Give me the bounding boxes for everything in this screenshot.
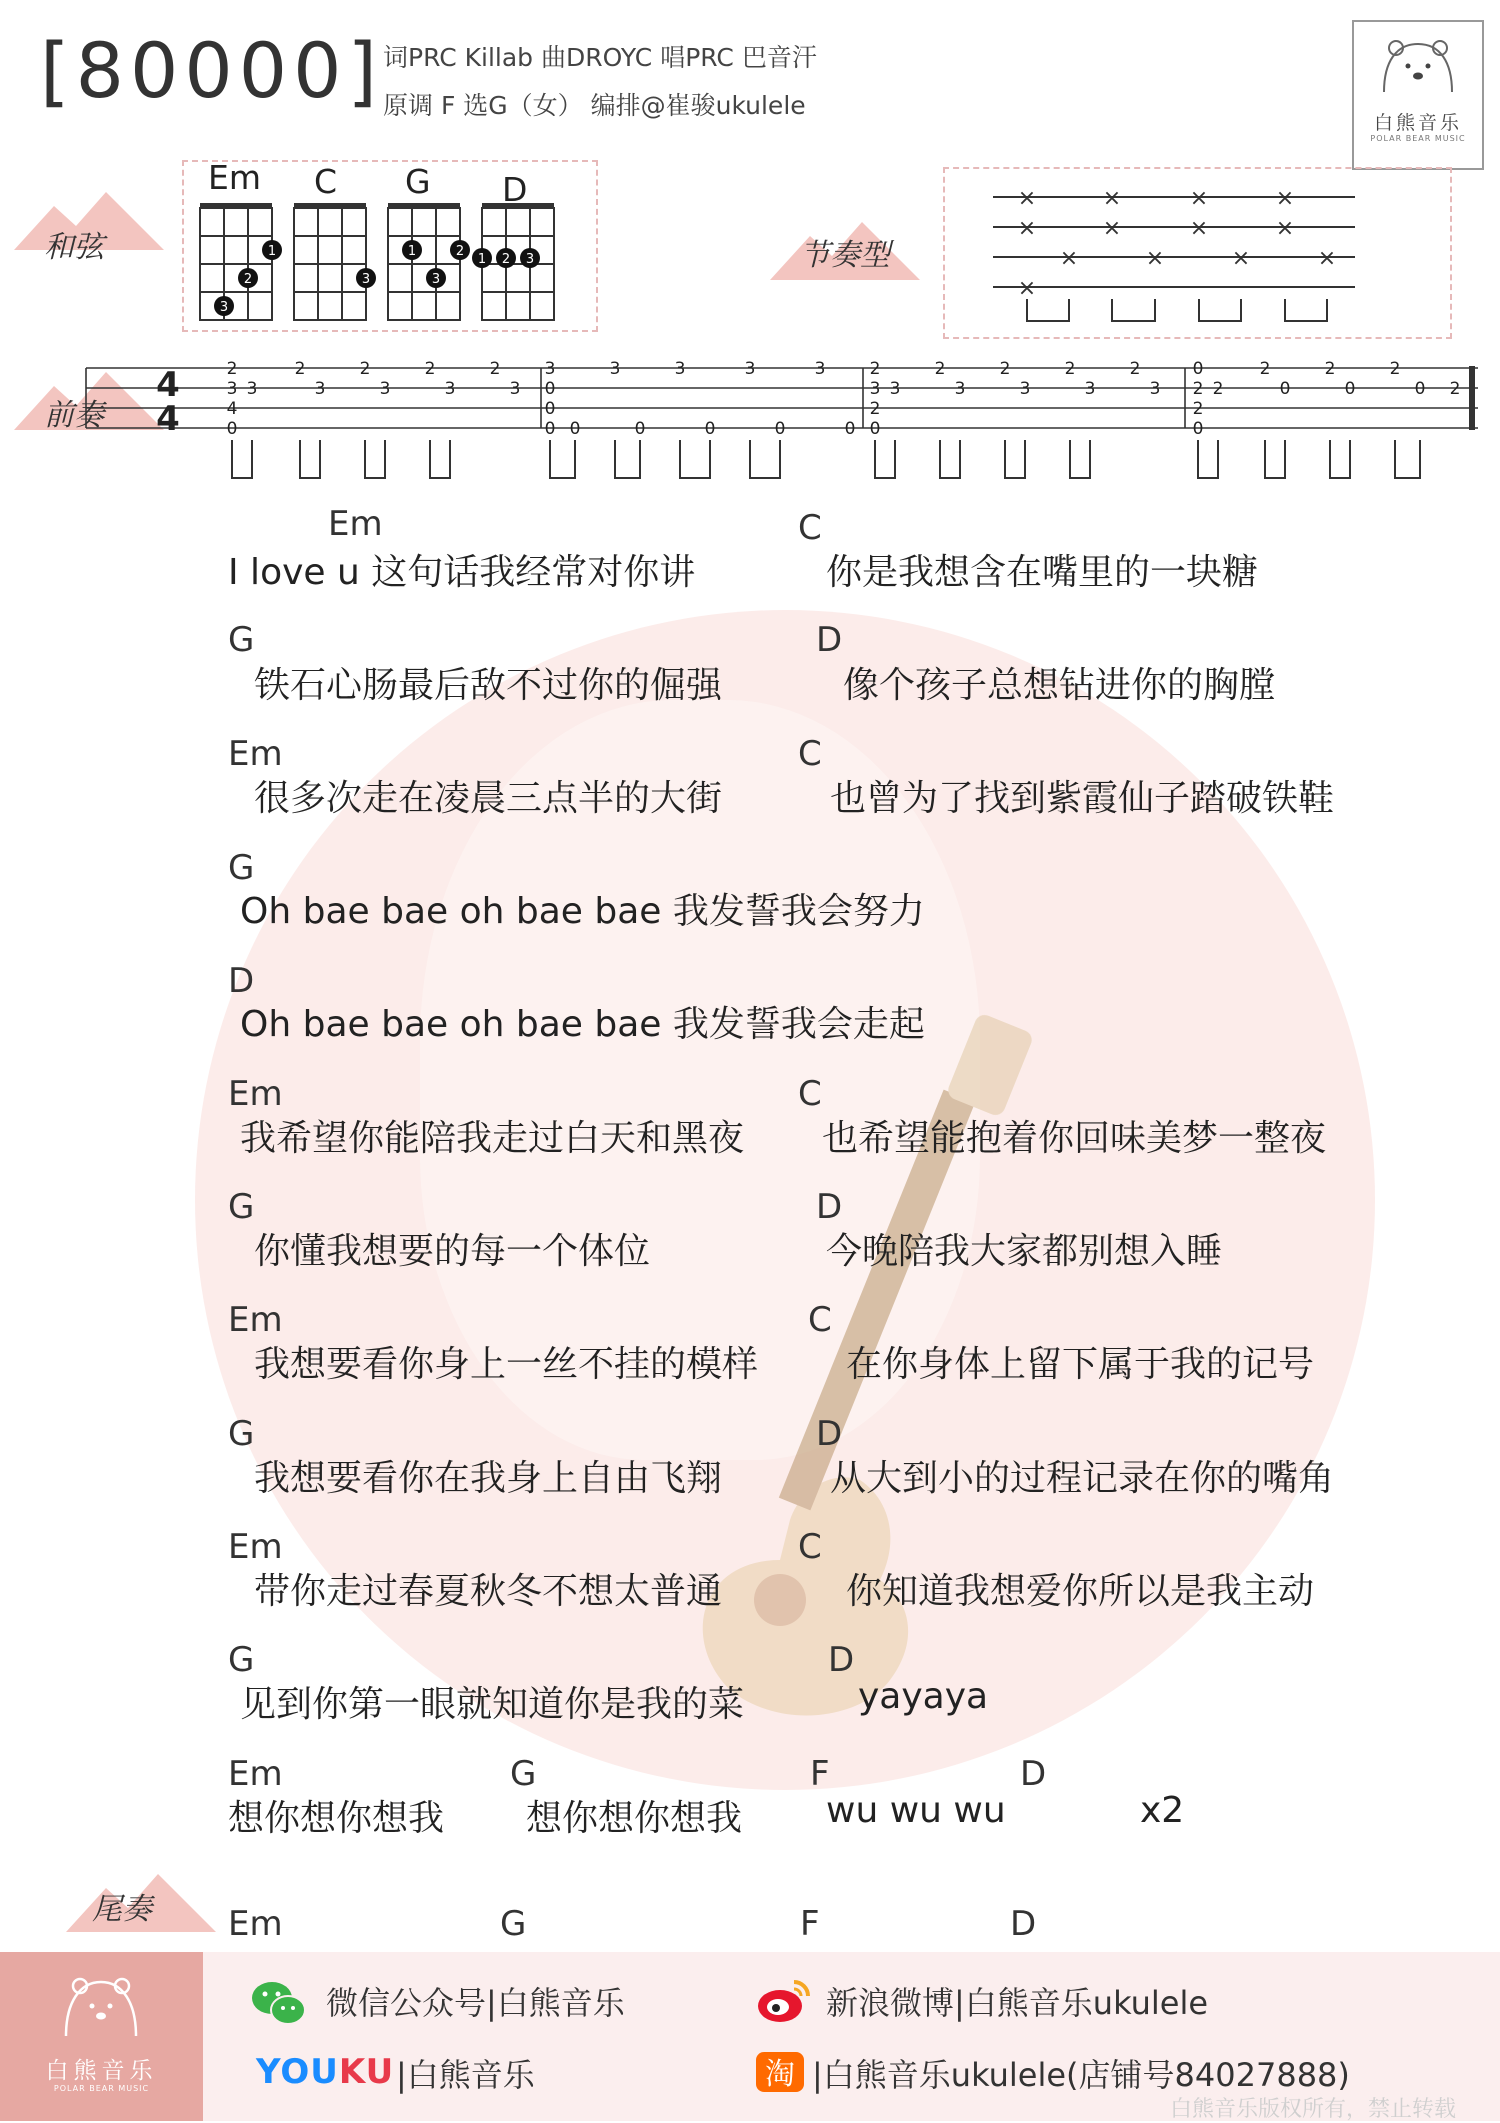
chord-symbol: G [228, 620, 255, 660]
tab-fret-number: 3 [379, 379, 391, 399]
tab-fret-number: 0 [569, 419, 581, 439]
chord-symbol: G [228, 1640, 255, 1680]
tab-fret-number: 2 [294, 359, 306, 379]
outro-chord: F [800, 1904, 820, 1944]
youku-brand-ku: KU [338, 2052, 395, 2092]
tab-fret-number: 2 [1192, 379, 1204, 399]
chord-grid-d [482, 206, 554, 320]
chord-symbol: D [228, 961, 255, 1001]
tab-fret-number: 3 [889, 379, 901, 399]
lyric-line: Oh bae bae oh bae bae 我发誓我会努力 [240, 891, 925, 932]
tab-fret-number: 3 [1084, 379, 1096, 399]
outro-chord: G [500, 1904, 527, 1944]
chord-grids [184, 162, 596, 330]
chord-symbol: Em [228, 1074, 283, 1114]
tab-fret-number: 0 [1344, 379, 1356, 399]
chord-symbol: G [228, 1187, 255, 1227]
svg-text:×: × [1317, 246, 1337, 271]
tab-fret-number: 3 [609, 359, 621, 379]
footer-brand-logo [0, 1952, 203, 2121]
logo-text: 白熊音乐 [1373, 112, 1462, 134]
svg-text:×: × [1017, 186, 1037, 211]
chord-grid-c [294, 206, 366, 320]
lyric-line: 想你想你想我 [526, 1798, 743, 1839]
tab-fret-number: 2 [1449, 379, 1461, 399]
tab-fret-number: 0 [544, 379, 556, 399]
tab-fret-number: 3 [444, 379, 456, 399]
tab-fret-number: 2 [1259, 359, 1271, 379]
time-signature-top: 4 [156, 365, 180, 405]
svg-text:1: 1 [477, 252, 487, 267]
chord-symbol: D [1020, 1754, 1047, 1794]
tab-fret-number: 3 [1149, 379, 1161, 399]
lyric-line: yayaya [858, 1676, 989, 1717]
tab-fret-number: 2 [226, 359, 238, 379]
lyric-line: I love u 这句话我经常对你讲 [228, 552, 696, 593]
outro-section-label: 尾奏 [92, 1892, 152, 1927]
chord-symbol: Em [228, 734, 283, 774]
chord-symbol: C [798, 1527, 822, 1567]
chord-diagrams-panel [182, 160, 598, 332]
chord-symbol: C [798, 1074, 822, 1114]
tab-fret-number: 2 [1192, 399, 1204, 419]
wechat-icon[interactable] [250, 1978, 308, 2028]
svg-text:2: 2 [243, 272, 253, 287]
lyric-line: 我想要看你在我身上自由飞翔 [254, 1458, 723, 1499]
song-title: [80000] [40, 26, 384, 115]
svg-text:1: 1 [267, 244, 277, 259]
chord-grid-em [200, 206, 272, 320]
tab-fret-number: 0 [1414, 379, 1426, 399]
tab-fret-number: 0 [1192, 359, 1204, 379]
lyric-line: 你懂我想要的每一个体位 [254, 1231, 651, 1272]
svg-text:×: × [1102, 186, 1122, 211]
lyric-line: 也希望能抱着你回味美梦一整夜 [822, 1118, 1327, 1159]
chord-symbol: Em [228, 1300, 283, 1340]
tab-fret-number: 3 [314, 379, 326, 399]
taobao-icon[interactable] [754, 2048, 806, 2096]
tab-fret-number: 2 [999, 359, 1011, 379]
chord-symbol: Em [228, 1527, 283, 1567]
lyric-line: 从大到小的过程记录在你的嘴角 [830, 1458, 1335, 1499]
lyric-line: 很多次走在凌晨三点半的大街 [254, 778, 723, 819]
chord-symbol: C [798, 508, 822, 548]
tab-fret-number: 2 [359, 359, 371, 379]
tab-fret-number: 0 [869, 419, 881, 439]
tab-fret-number: 2 [1324, 359, 1336, 379]
tab-fret-number: 0 [544, 419, 556, 439]
chord-symbol: C [798, 734, 822, 774]
chord-diagram-label: G [405, 162, 431, 201]
lyric-line: 带你走过春夏秋冬不想太普通 [254, 1571, 723, 1612]
chord-symbol: G [510, 1754, 537, 1794]
svg-text:淘: 淘 [765, 2057, 795, 2092]
tab-fret-number: 3 [674, 359, 686, 379]
lyric-line: 你是我想含在嘴里的一块糖 [826, 552, 1259, 593]
rhythm-pattern-panel [943, 167, 1452, 339]
outro-chord: D [1010, 1904, 1037, 1944]
tab-fret-number: 2 [869, 359, 881, 379]
lyric-line: wu wu wu [826, 1790, 1006, 1831]
rhythm-section-label: 节奏型 [800, 238, 890, 273]
tab-fret-number: 4 [226, 399, 238, 419]
chord-symbol: Em [228, 1754, 283, 1794]
chord-symbol: D [816, 1187, 843, 1227]
tab-fret-number: 2 [424, 359, 436, 379]
chord-symbol: D [816, 620, 843, 660]
svg-text:×: × [1017, 216, 1037, 241]
svg-text:×: × [1017, 276, 1037, 301]
svg-text:3: 3 [361, 272, 371, 287]
lyric-line: 你知道我想爱你所以是我主动 [846, 1571, 1315, 1612]
weibo-icon[interactable] [754, 1976, 814, 2026]
tab-fret-number: 0 [774, 419, 786, 439]
tab-fret-number: 2 [1389, 359, 1401, 379]
tab-fret-number: 0 [1279, 379, 1291, 399]
tab-fret-number: 3 [869, 379, 881, 399]
outro-chord: Em [228, 1904, 283, 1944]
tab-fret-number: 3 [814, 359, 826, 379]
wechat-account[interactable]: 微信公众号|白熊音乐 [326, 1984, 625, 2022]
time-signature-bottom: 4 [156, 399, 180, 439]
polar-bear-icon [1354, 22, 1482, 108]
tab-fret-number: 2 [934, 359, 946, 379]
credits-line-2: 原调 F 选G（女） 编排@崔骏ukulele [383, 91, 806, 120]
lyric-line: 我希望你能陪我走过白天和黑夜 [240, 1118, 745, 1159]
chord-symbol: F [810, 1754, 830, 1794]
lyric-line: 今晚陪我大家都别想入睡 [826, 1231, 1223, 1272]
chord-symbol: Em [328, 504, 383, 544]
lyric-line: Oh bae bae oh bae bae 我发誓我会走起 [240, 1004, 925, 1045]
svg-text:×: × [1189, 186, 1209, 211]
lyric-line: 铁石心肠最后敌不过你的倔强 [254, 665, 723, 706]
tab-fret-number: 3 [509, 379, 521, 399]
chord-diagram-label: C [314, 162, 338, 201]
youku-logo[interactable] [256, 2052, 394, 2092]
taobao-store[interactable]: |白熊音乐ukulele(店铺号84027888) [812, 2056, 1350, 2094]
lyric-line: 见到你第一眼就知道你是我的菜 [240, 1684, 745, 1725]
intro-section-label: 前奏 [44, 398, 104, 433]
tab-fret-number: 0 [544, 399, 556, 419]
svg-text:×: × [1145, 246, 1165, 271]
chord-symbol: D [816, 1414, 843, 1454]
lyric-line: 也曾为了找到紫霞仙子踏破铁鞋 [830, 778, 1335, 819]
svg-text:×: × [1275, 186, 1295, 211]
intro-tablature [80, 352, 1480, 492]
lyric-line: 在你身体上留下属于我的记号 [846, 1344, 1315, 1385]
svg-text:×: × [1189, 216, 1209, 241]
svg-text:3: 3 [431, 272, 441, 287]
chords-section-label: 和弦 [44, 230, 104, 265]
lyric-line: 我想要看你身上一丝不挂的模样 [254, 1344, 759, 1385]
tab-fret-number: 0 [1192, 419, 1204, 439]
svg-text:2: 2 [501, 252, 511, 267]
lyric-line: 想你想你想我 [228, 1798, 445, 1839]
tab-fret-number: 3 [954, 379, 966, 399]
chord-diagram-label: D [502, 170, 528, 209]
svg-text:1: 1 [407, 244, 417, 259]
svg-text:×: × [1231, 246, 1251, 271]
tab-fret-number: 3 [544, 359, 556, 379]
tab-fret-number: 2 [869, 399, 881, 419]
rhythm-pattern [945, 169, 1450, 337]
chord-symbol: G [228, 1414, 255, 1454]
youku-brand-you: YOU [256, 2052, 339, 2092]
svg-text:3: 3 [219, 300, 229, 315]
chord-symbol: C [808, 1300, 832, 1340]
tab-fret-number: 0 [634, 419, 646, 439]
chord-grid-g [388, 206, 460, 320]
footer-logo-subtext: POLAR BEAR MUSIC [53, 2084, 150, 2093]
tab-fret-number: 3 [246, 379, 258, 399]
repeat-mark: x2 [1140, 1790, 1185, 1831]
weibo-account[interactable]: 新浪微博|白熊音乐ukulele [826, 1984, 1209, 2022]
tab-fret-number: 2 [489, 359, 501, 379]
svg-text:×: × [1059, 246, 1079, 271]
lyric-line: 像个孩子总想钻进你的胸膛 [843, 665, 1276, 706]
logo-subtext: POLAR BEAR MUSIC [1370, 134, 1466, 143]
chord-diagram-label: Em [208, 158, 261, 197]
youku-account[interactable]: |白熊音乐 [396, 2056, 535, 2094]
polar-bear-icon [0, 1952, 203, 2052]
tab-fret-number: 2 [1064, 359, 1076, 379]
tab-fret-number: 3 [1019, 379, 1031, 399]
footer-logo-text: 白熊音乐 [45, 2058, 158, 2084]
svg-text:3: 3 [525, 252, 535, 267]
tab-fret-number: 2 [1212, 379, 1224, 399]
svg-text:×: × [1102, 216, 1122, 241]
chord-symbol: D [828, 1640, 855, 1680]
brand-logo [1352, 20, 1484, 170]
tab-fret-number: 2 [1129, 359, 1141, 379]
chord-symbol: G [228, 848, 255, 888]
svg-text:×: × [1275, 216, 1295, 241]
tab-fret-number: 0 [226, 419, 238, 439]
tab-fret-number: 0 [844, 419, 856, 439]
tab-fret-number: 0 [704, 419, 716, 439]
song-credits [383, 34, 817, 130]
svg-text:2: 2 [455, 244, 465, 259]
tab-fret-number: 3 [226, 379, 238, 399]
copyright-watermark: 白熊音乐版权所有，禁止转载 [1170, 2097, 1457, 2122]
tab-fret-number: 3 [744, 359, 756, 379]
credits-line-1: 词PRC Killab 曲DROYC 唱PRC 巴音汗 [383, 43, 817, 72]
